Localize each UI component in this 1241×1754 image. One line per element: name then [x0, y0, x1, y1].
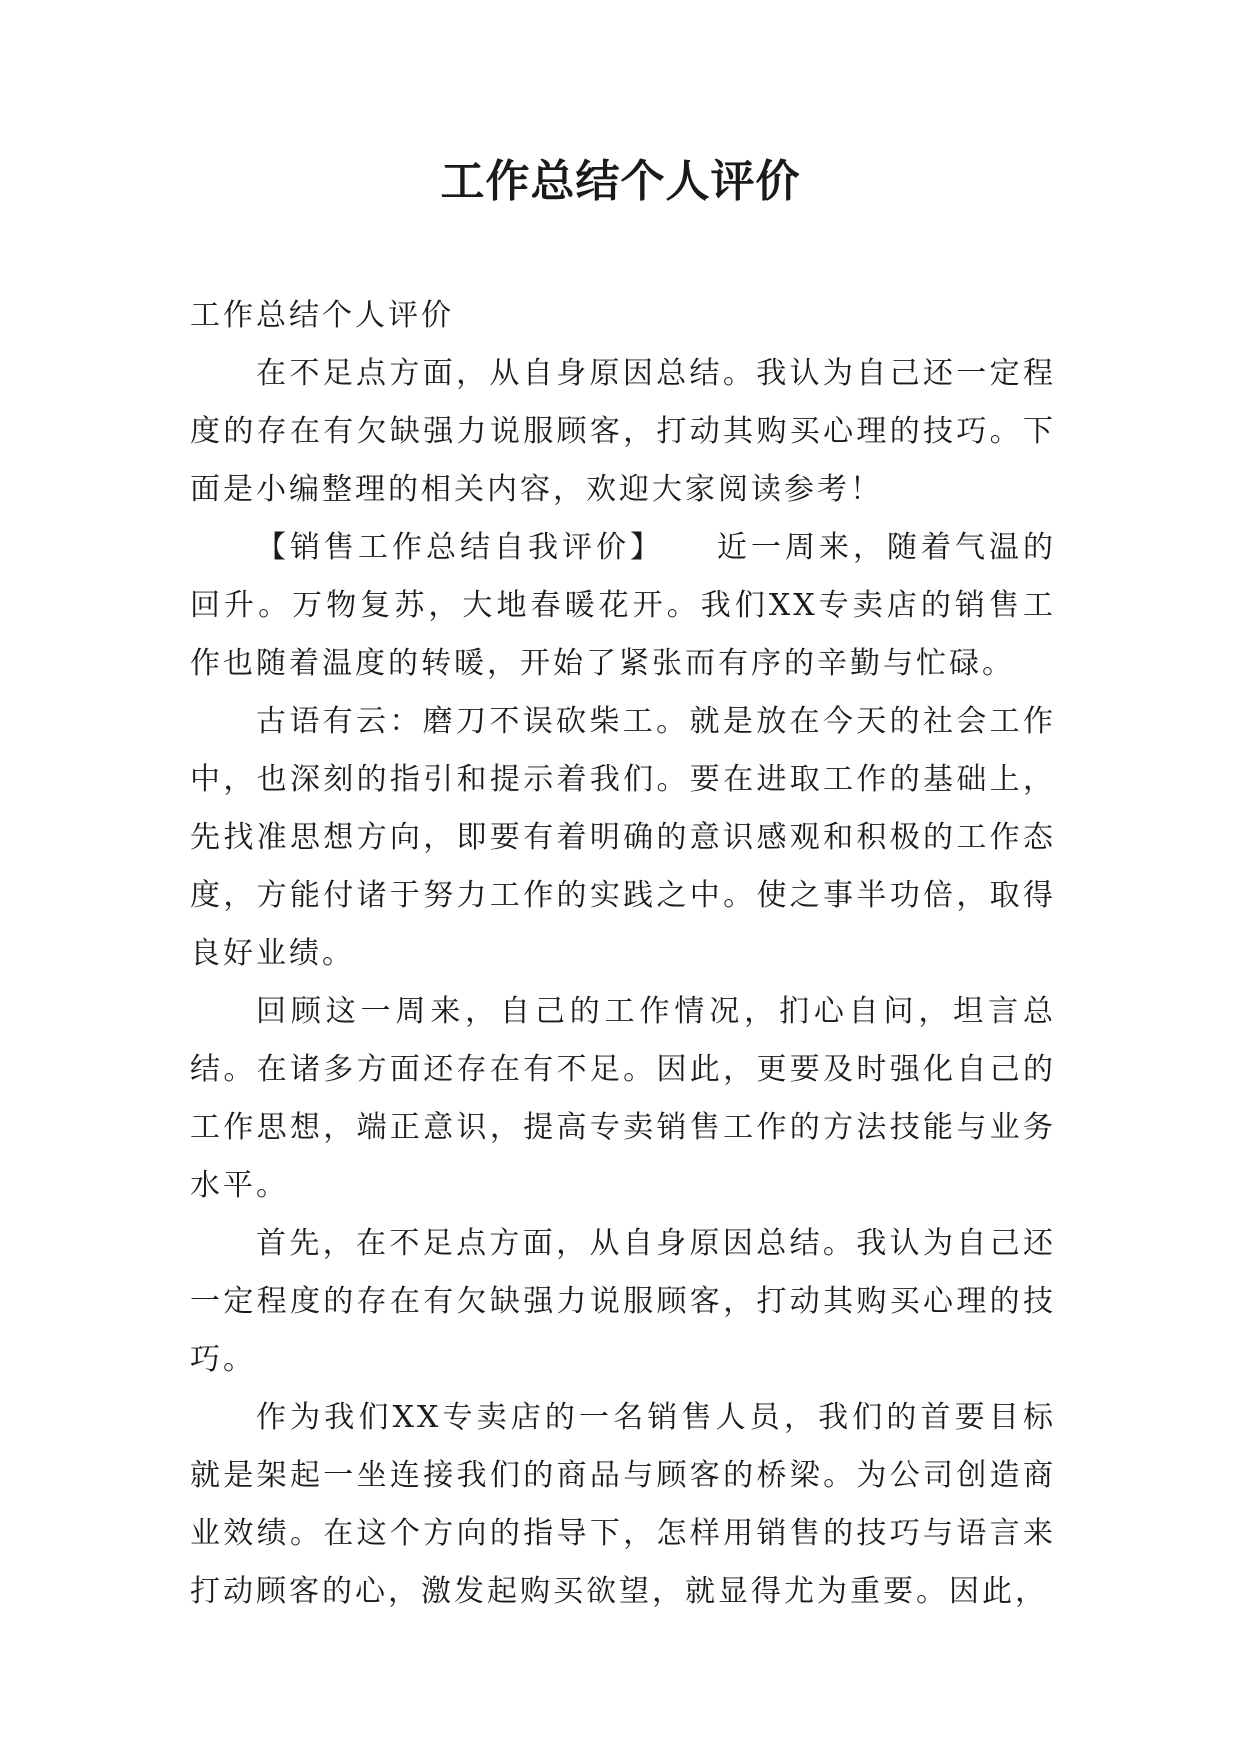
paragraph-1: 在不足点方面，从自身原因总结。我认为自己还一定程度的存在有欠缺强力说服顾客，打动其购买心理的技巧。下面是小编整理的相关内容，欢迎大家阅读参考！ [190, 356, 1056, 507]
paragraph-5: 首先，在不足点方面，从自身原因总结。我认为自己还一定程度的存在有欠缺强力说服顾客，打动其购买心理的技巧。 [190, 1226, 1056, 1377]
document-body [190, 287, 1056, 1621]
paragraph-2: 【销售工作总结自我评价】 近一周来，随着气温的回升。万物复苏，大地春暖花开。我们XX专卖店的销售工作也随着温度的转暖，开始了紧张而有序的辛勤与忙碌。 [190, 530, 1056, 681]
document-title: 工作总结个人评价 [440, 156, 801, 207]
paragraph-3: 古语有云：磨刀不误砍柴工。就是放在今天的社会工作中，也深刻的指引和提示着我们。要在进取工作的基础上，先找准思想方向，即要有着明确的意识感观和积极的工作态度，方能付诸于努力工作的实践之中。使之事半功倍，取得良好业绩。 [190, 704, 1056, 971]
paragraph-4: 回顾这一周来，自己的工作情况，扪心自问，坦言总结。在诸多方面还存在有不足。因此，更要及时强化自己的工作思想，端正意识，提高专卖销售工作的方法技能与业务水平。 [190, 994, 1056, 1203]
paragraph-6: 作为我们XX专卖店的一名销售人员，我们的首要目标就是架起一坐连接我们的商品与顾客的桥梁。为公司创造商业效绩。在这个方向的指导下，怎样用销售的技巧与语言来打动顾客的心，激发起购买欲望，就显得尤为重要。因此， [190, 1400, 1056, 1609]
document-subtitle: 工作总结个人评价 [190, 298, 454, 333]
